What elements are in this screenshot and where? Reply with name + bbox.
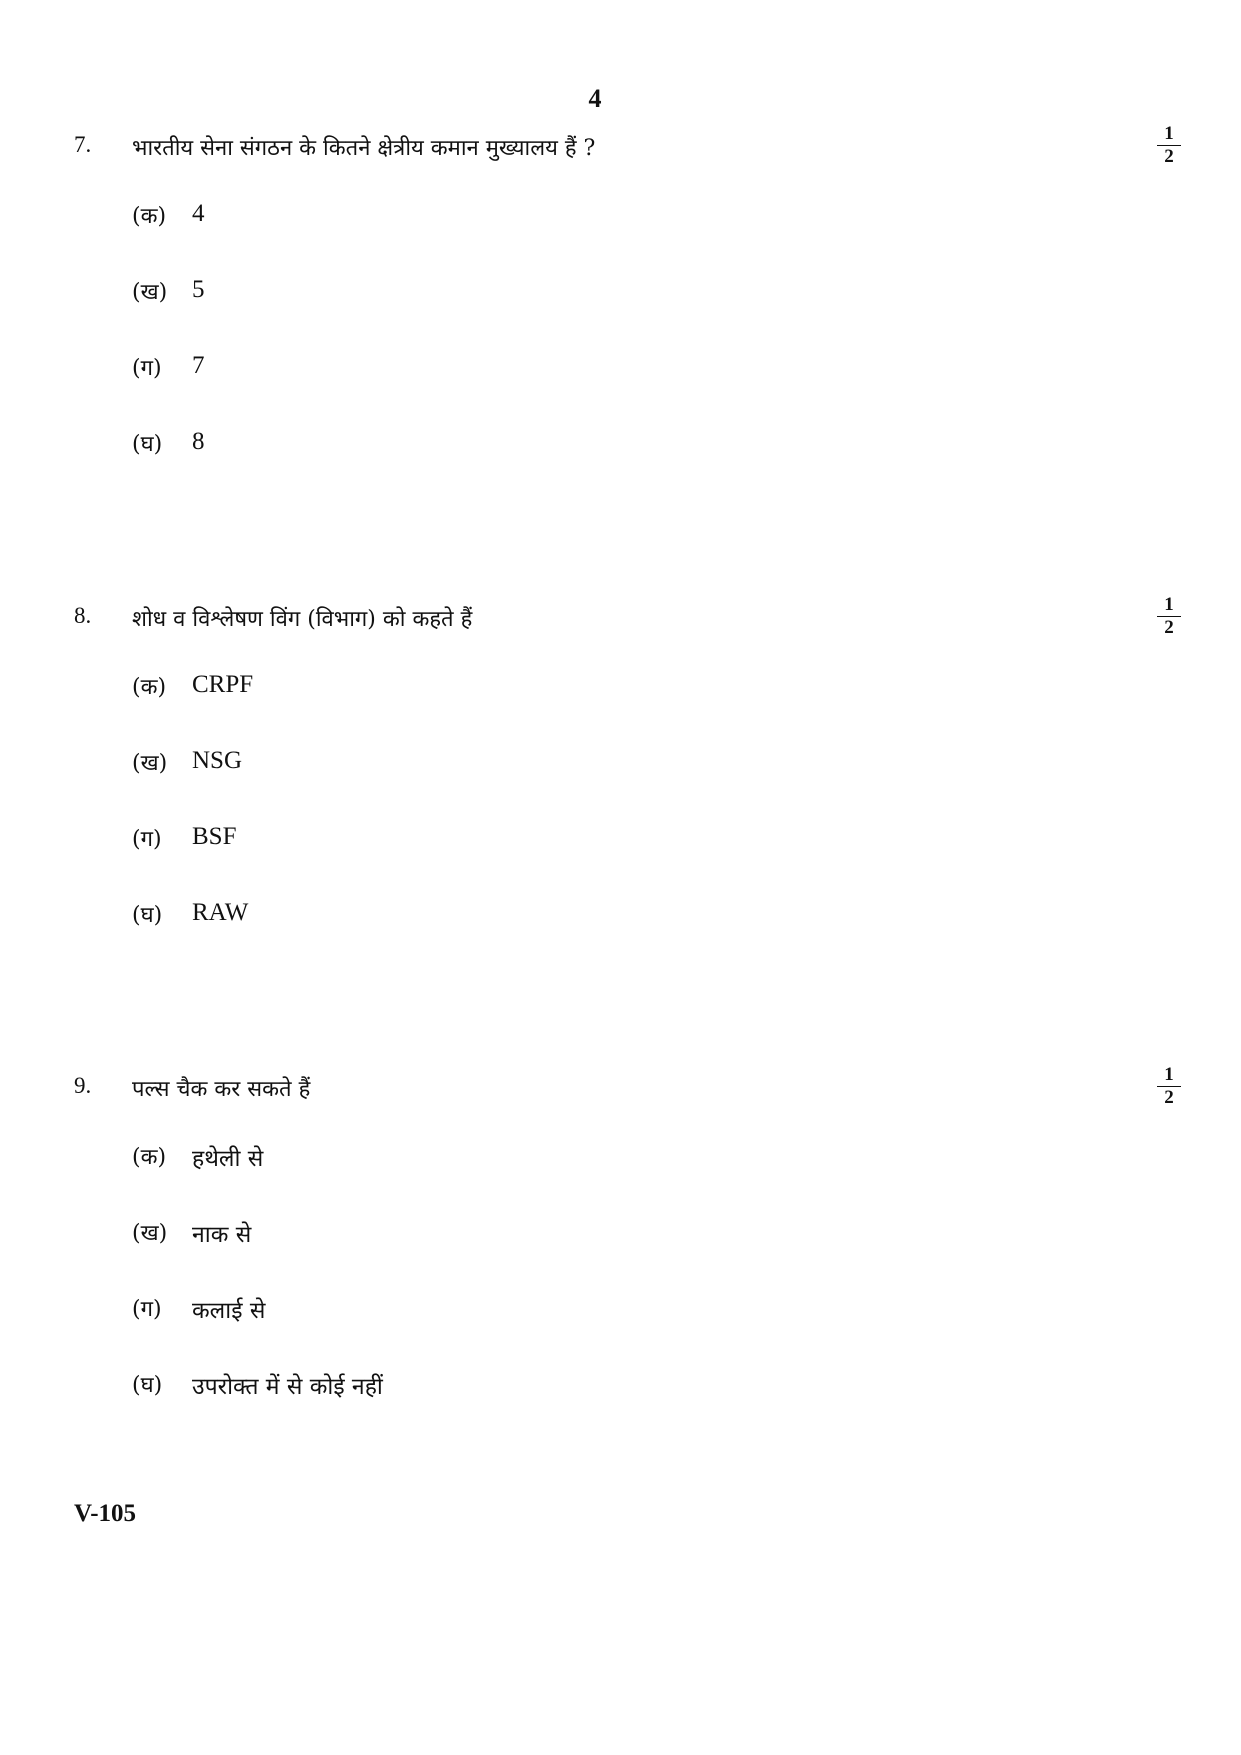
option-text: RAW — [192, 899, 249, 926]
marks-fraction — [1157, 595, 1181, 638]
option-label: (ग) — [132, 356, 162, 381]
option-ga — [132, 1293, 1174, 1369]
marks-denominator: 2 — [1164, 146, 1174, 167]
marks-numerator: 1 — [1157, 124, 1181, 146]
option-ka — [132, 671, 1174, 747]
option-ga — [132, 352, 1174, 428]
option-kha — [132, 276, 1174, 352]
option-text: कलाई से — [192, 1298, 266, 1324]
option-kha — [132, 1217, 1174, 1293]
option-ga — [132, 823, 1174, 899]
option-label: (ख) — [132, 1221, 168, 1246]
question-text: भारतीय सेना संगठन के कितने क्षेत्रीय कमान मुख्यालय हैं ? — [132, 136, 596, 161]
option-text: CRPF — [192, 671, 254, 698]
option-gha — [132, 428, 1174, 504]
marks-numerator: 1 — [1157, 1065, 1181, 1087]
marks-numerator: 1 — [1157, 595, 1181, 617]
question-number: 8. — [74, 603, 92, 628]
question-9 — [74, 1064, 1174, 1445]
option-label: (क) — [132, 204, 167, 229]
question-7 — [74, 123, 1174, 504]
question-header — [74, 1064, 1174, 1113]
option-label: (ग) — [132, 827, 162, 852]
option-label: (ग) — [132, 1297, 162, 1322]
marks-denominator: 2 — [1164, 1087, 1174, 1108]
option-text: हथेली से — [192, 1146, 264, 1172]
marks-fraction — [1157, 124, 1181, 167]
option-text: 4 — [192, 200, 205, 227]
options-list — [132, 200, 1174, 504]
option-label: (ख) — [132, 280, 168, 305]
option-kha — [132, 747, 1174, 823]
question-header — [74, 594, 1174, 643]
question-text: पल्स चैक कर सकते हैं — [132, 1077, 311, 1102]
option-label: (घ) — [132, 903, 163, 928]
option-label: (क) — [132, 675, 167, 700]
question-number: 9. — [74, 1073, 92, 1098]
question-8 — [74, 594, 1174, 975]
option-ka — [132, 1141, 1174, 1217]
marks-denominator: 2 — [1164, 617, 1174, 638]
option-text: BSF — [192, 823, 237, 850]
option-label: (ख) — [132, 751, 168, 776]
option-text: 7 — [192, 352, 205, 379]
option-text: 8 — [192, 428, 205, 455]
page-number: 4 — [588, 84, 602, 113]
option-gha — [132, 1369, 1174, 1445]
option-label: (घ) — [132, 432, 163, 457]
option-gha — [132, 899, 1174, 975]
option-text: उपरोक्त में से कोई नहीं — [192, 1374, 383, 1400]
option-label: (घ) — [132, 1373, 163, 1398]
option-ka — [132, 200, 1174, 276]
option-text: 5 — [192, 276, 205, 303]
question-text: शोध व विश्लेषण विंग (विभाग) को कहते हैं — [132, 607, 473, 632]
options-list — [132, 1141, 1174, 1445]
option-text: नाक से — [192, 1222, 252, 1248]
paper-code: V-105 — [74, 1500, 137, 1527]
option-label: (क) — [132, 1145, 167, 1170]
question-header — [74, 123, 1174, 172]
options-list — [132, 671, 1174, 975]
marks-fraction — [1157, 1065, 1181, 1108]
option-text: NSG — [192, 747, 243, 774]
question-number: 7. — [74, 132, 92, 157]
